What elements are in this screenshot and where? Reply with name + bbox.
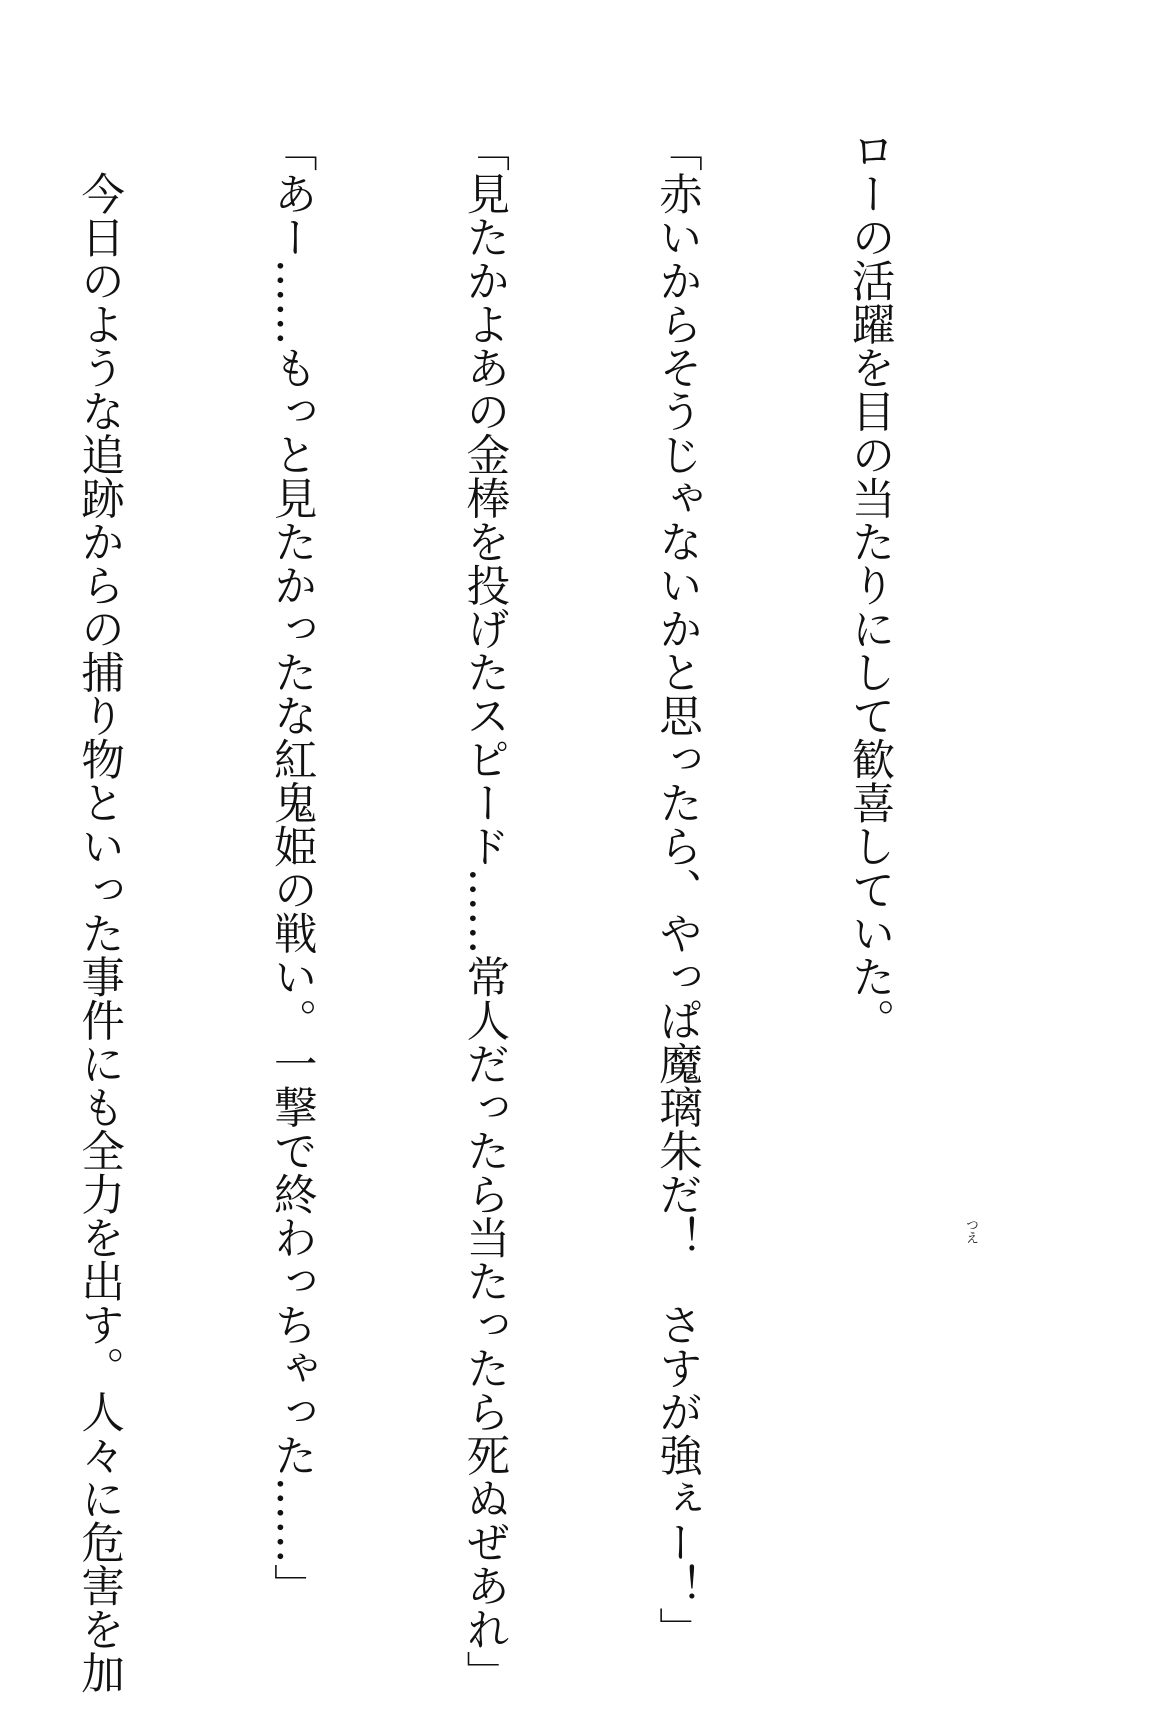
text-line: 「赤いからそうじゃないかと思ったら、やっぱ魔璃朱だ！ さすが強ぇー！」 (651, 128, 702, 1651)
text-line: ローの活躍を目の当たりにして歓喜していた。 (844, 128, 895, 1042)
text-line: 「見たかよあの金棒を投げたスピード……常人だったら当たったら死ぬぜあれ」 (459, 128, 510, 1694)
ruby-annotation: つえ (963, 1218, 978, 1244)
text-line: 「あー……もっと見たかったな紅鬼姫の戦い。一撃で終わっちゃった……」 (266, 128, 317, 1607)
vertical-text-body (0, 128, 1030, 1694)
text-line: 今日のような追跡からの捕り物といった事件にも全力を出す。人々に危害を加 (74, 128, 125, 1694)
